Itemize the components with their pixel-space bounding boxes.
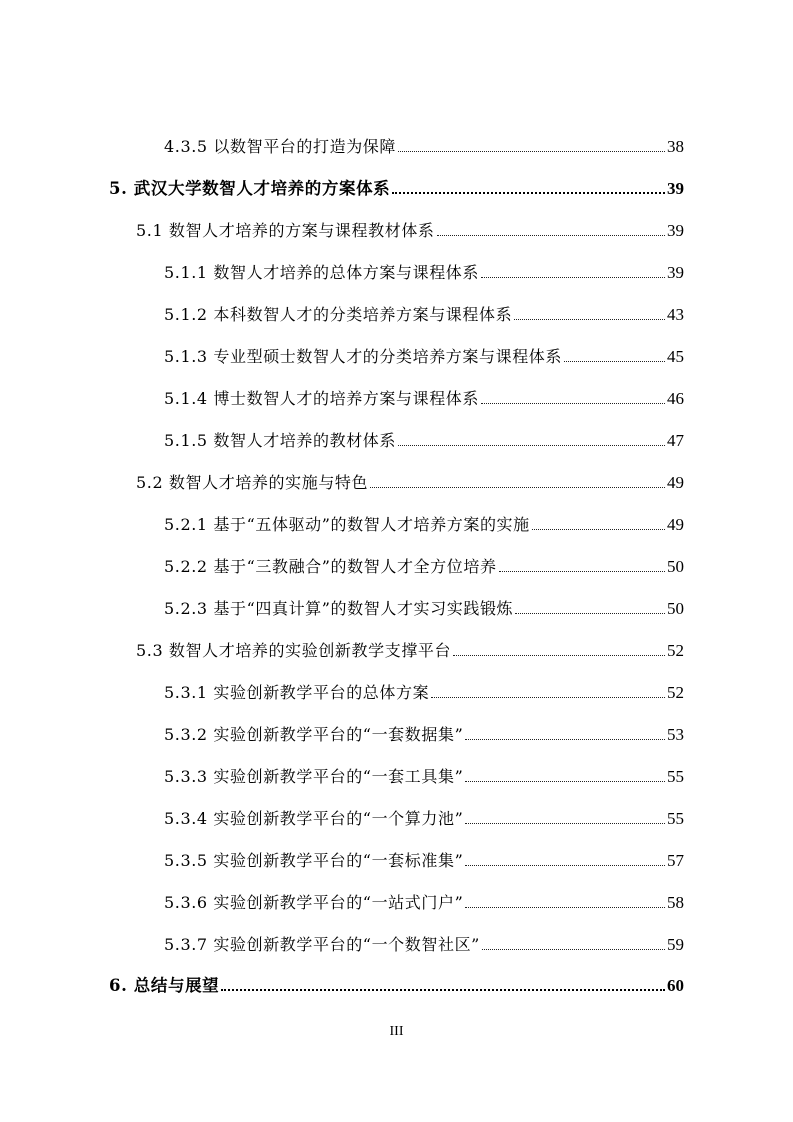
toc-entry[interactable] [136,470,684,492]
toc-entry[interactable] [164,512,684,534]
dot-leader [370,487,665,488]
toc-entry[interactable] [164,722,684,744]
toc-entry-title: 5.2.2 基于“三教融合”的数智人才全方位培养 [164,557,497,576]
toc-entry-page: 59 [667,935,684,954]
toc-entry[interactable] [136,638,684,660]
dot-leader [465,865,665,866]
dot-leader [514,319,665,320]
toc-entry[interactable] [164,134,684,156]
dot-leader [481,277,665,278]
toc-entry-title: 5.3.1 实验创新教学平台的总体方案 [164,683,430,702]
dot-leader [437,235,665,236]
toc-entry-page: 50 [667,557,684,576]
toc-entry[interactable] [164,386,684,408]
dot-leader [398,445,665,446]
toc-entry-page: 49 [667,515,684,534]
toc-entry[interactable] [164,890,684,912]
dot-leader [481,403,665,404]
toc-entry-page: 39 [667,263,684,282]
dot-leader [499,571,665,572]
toc-entry[interactable] [164,806,684,828]
toc-entry-title: 5.3.5 实验创新教学平台的“一套标准集” [164,851,464,870]
toc-entry-title: 5.1.3 专业型硕士数智人才的分类培养方案与课程体系 [164,347,562,366]
toc-entry[interactable] [109,973,684,995]
toc-entry[interactable] [164,260,684,282]
dot-leader [398,151,665,152]
toc-entry[interactable] [164,428,684,450]
toc-entry-page: 38 [667,137,684,156]
dot-leader [465,739,665,740]
toc-entry-title: 4.3.5 以数智平台的打造为保障 [164,137,396,156]
toc-entry-page: 55 [667,809,684,828]
dot-leader [564,361,665,362]
toc-entry-page: 43 [667,305,684,324]
toc-entry[interactable] [136,218,684,240]
toc-entry-title: 5.2.1 基于“五体驱动”的数智人才培养方案的实施 [164,515,530,534]
toc-entry-title: 5.3.4 实验创新教学平台的“一个算力池” [164,809,464,828]
dot-leader [221,989,665,991]
toc-entry-page: 60 [667,976,684,995]
toc-entry-title: 5.1.1 数智人才培养的总体方案与课程体系 [164,263,479,282]
toc-entry-title: 6. 总结与展望 [109,976,220,995]
toc-entry-title: 5.2 数智人才培养的实施与特色 [136,473,369,492]
toc-entry[interactable] [164,848,684,870]
toc-entry-title: 5.3.2 实验创新教学平台的“一套数据集” [164,725,464,744]
toc-entry[interactable] [109,176,684,198]
dot-leader [482,949,665,950]
toc-entry[interactable] [164,932,684,954]
dot-leader [532,529,665,530]
dot-leader [465,907,665,908]
dot-leader [392,192,665,194]
dot-leader [453,655,665,656]
toc-entry[interactable] [164,596,684,618]
toc-entry-title: 5. 武汉大学数智人才培养的方案体系 [109,179,391,198]
toc-entry-title: 5.2.3 基于“四真计算”的数智人才实习实践锻炼 [164,599,514,618]
toc-entry-page: 52 [667,683,684,702]
toc-entry-page: 53 [667,725,684,744]
dot-leader [465,823,665,824]
toc-entry-page: 39 [667,221,684,240]
toc-entry-title: 5.3 数智人才培养的实验创新教学支撑平台 [136,641,452,660]
dot-leader [431,697,665,698]
toc-entry-title: 5.1 数智人才培养的方案与课程教材体系 [136,221,435,240]
toc-entry[interactable] [164,302,684,324]
toc-entry-page: 50 [667,599,684,618]
toc-entry[interactable] [164,554,684,576]
toc-entry-title: 5.1.5 数智人才培养的教材体系 [164,431,396,450]
toc-entry-page: 45 [667,347,684,366]
toc-entry-title: 5.1.4 博士数智人才的培养方案与课程体系 [164,389,479,408]
toc-entry-page: 49 [667,473,684,492]
toc-entry-title: 5.3.7 实验创新教学平台的“一个数智社区” [164,935,480,954]
toc-entry[interactable] [164,764,684,786]
toc-entry-page: 46 [667,389,684,408]
toc-entry-page: 47 [667,431,684,450]
toc-entry[interactable] [164,344,684,366]
toc-entry-title: 5.3.6 实验创新教学平台的“一站式门户” [164,893,464,912]
dot-leader [465,781,665,782]
toc-entry-page: 58 [667,893,684,912]
toc-entry-title: 5.3.3 实验创新教学平台的“一套工具集” [164,767,464,786]
toc-entry-title: 5.1.2 本科数智人才的分类培养方案与课程体系 [164,305,513,324]
page-number: III [389,1024,404,1039]
toc-entry-page: 57 [667,851,684,870]
dot-leader [515,613,665,614]
toc-entry-page: 52 [667,641,684,660]
toc-entry-page: 55 [667,767,684,786]
toc-entry-page: 39 [667,179,684,198]
toc-entry[interactable] [164,680,684,702]
